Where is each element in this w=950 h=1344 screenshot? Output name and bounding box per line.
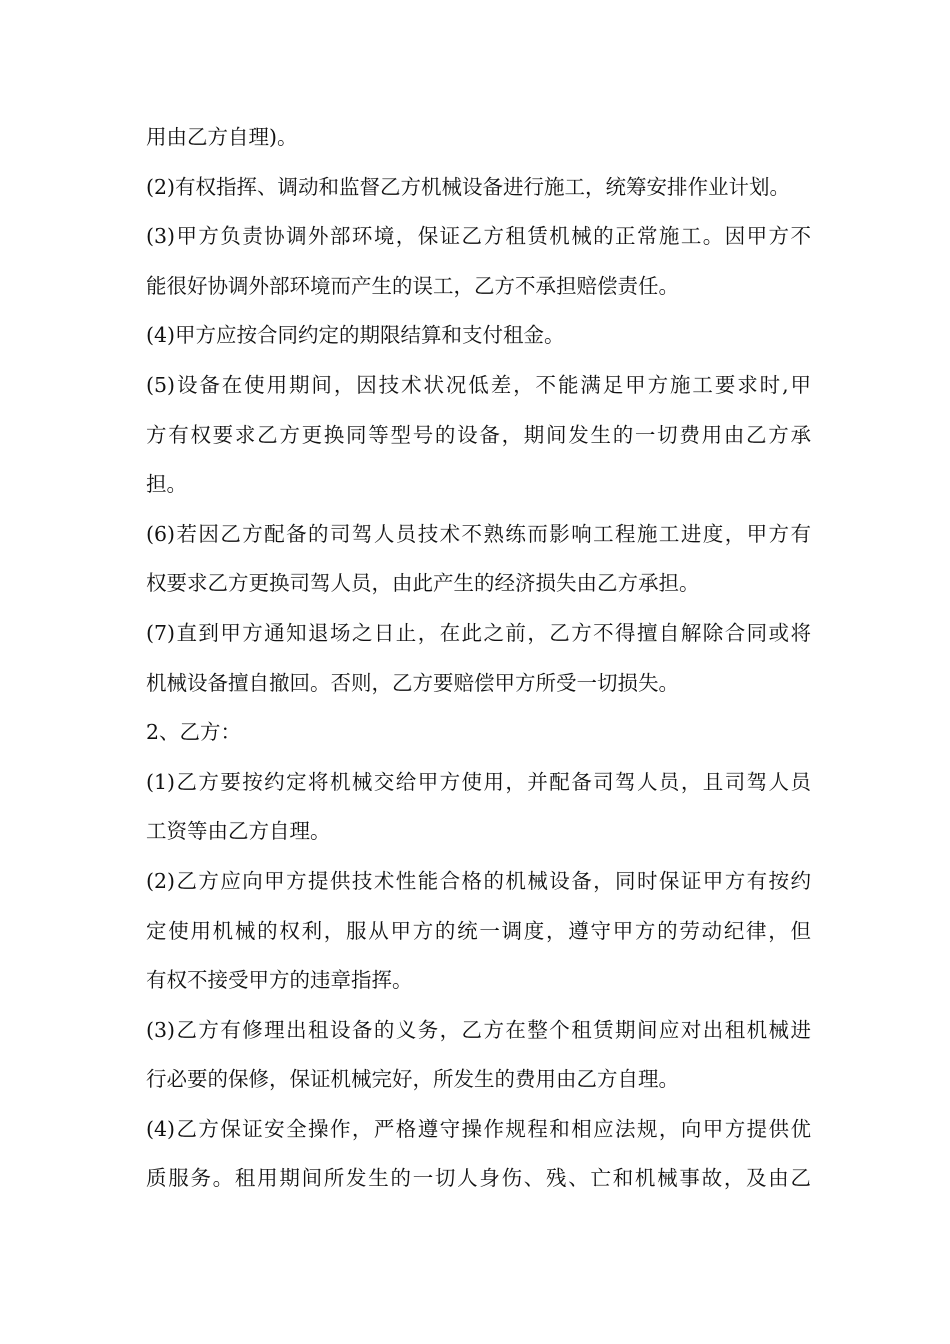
- text-line: 有权不接受甲方的违章指挥。: [146, 968, 413, 993]
- text-line: 2、乙方：: [146, 720, 242, 745]
- text-line: 能很好协调外部环境而产生的误工，乙方不承担赔偿责任。: [146, 273, 679, 298]
- text-line: (4)甲方应按合同约定的期限结算和支付租金。: [146, 323, 565, 348]
- text-line: (6)若因乙方配备的司驾人员技术不熟练而影响工程施工进度，甲方有: [146, 521, 811, 546]
- document-body: [146, 113, 811, 1204]
- text-line: 机械设备擅自撤回。否则，乙方要赔偿甲方所受一切损失。: [146, 670, 679, 695]
- text-line: 质服务。租用期间所发生的一切人身伤、残、亡和机械事故，及由乙: [146, 1166, 811, 1191]
- text-line: (3)乙方有修理出租设备的义务，乙方在整个租赁期间应对出租机械进: [146, 1017, 811, 1042]
- text-line: (3)甲方负责协调外部环境，保证乙方租赁机械的正常施工。因甲方不: [146, 224, 811, 249]
- text-line: 权要求乙方更换司驾人员，由此产生的经济损失由乙方承担。: [146, 571, 700, 596]
- text-line: (7)直到甲方通知退场之日止，在此之前，乙方不得擅自解除合同或将: [146, 620, 811, 645]
- text-line: (2)有权指挥、调动和监督乙方机械设备进行施工，统筹安排作业计划。: [146, 174, 791, 199]
- text-line: 定使用机械的权利，服从甲方的统一调度，遵守甲方的劳动纪律，但: [146, 918, 811, 943]
- text-line: (2)乙方应向甲方提供技术性能合格的机械设备，同时保证甲方有按约: [146, 868, 811, 893]
- text-line: 方有权要求乙方更换同等型号的设备，期间发生的一切费用由乙方承: [146, 422, 811, 447]
- text-line: (5)设备在使用期间，因技术状况低差，不能满足甲方施工要求时,甲: [146, 372, 811, 397]
- text-line: (4)乙方保证安全操作，严格遵守操作规程和相应法规，向甲方提供优: [146, 1116, 811, 1141]
- text-line: 担。: [146, 472, 187, 497]
- text-line: 用由乙方自理)。: [146, 125, 298, 149]
- text-line: (1)乙方要按约定将机械交给甲方使用，并配备司驾人员，且司驾人员: [146, 769, 811, 794]
- text-line: 工资等由乙方自理。: [146, 819, 331, 844]
- text-line: 行必要的保修，保证机械完好，所发生的费用由乙方自理。: [146, 1067, 679, 1092]
